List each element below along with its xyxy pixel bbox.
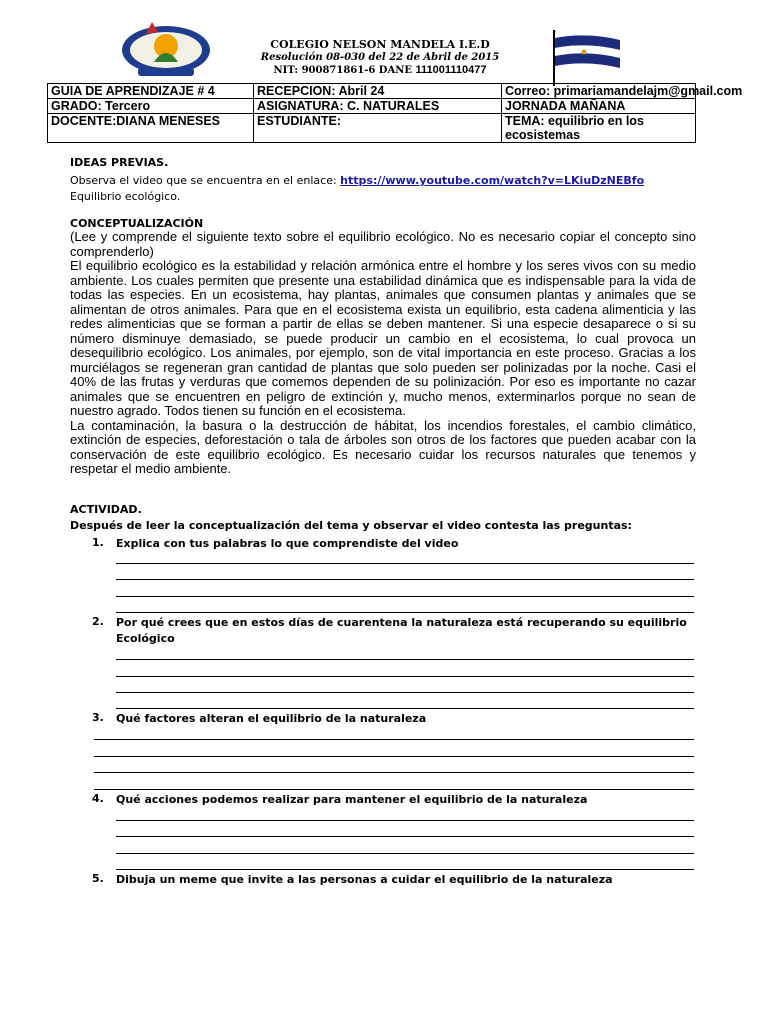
instruction-text: Observa el video que se encuentra en el enlace:: [70, 174, 341, 187]
question-number: 3.: [92, 711, 104, 724]
teacher: DOCENTE:DIANA MENESES: [48, 114, 254, 143]
question-text: Por qué crees que en estos días de cuarentena la naturaleza está recuperando su equilibrio Ecológico: [116, 616, 687, 645]
answer-line[interactable]: [94, 756, 694, 757]
info-row: [48, 114, 696, 143]
answer-line[interactable]: [94, 789, 694, 790]
answer-line[interactable]: [116, 869, 694, 870]
actividad-heading: ACTIVIDAD.: [70, 503, 142, 516]
answer-line[interactable]: [116, 692, 694, 693]
schedule: JORNADA MAÑANA: [502, 99, 696, 114]
question-text: Dibuja un meme que invite a las personas a cuidar el equilibrio de la naturaleza: [116, 873, 613, 886]
school-info: [250, 38, 510, 77]
answer-line[interactable]: [94, 739, 694, 740]
question-text: Qué acciones podemos realizar para mantener el equilibrio de la naturaleza: [116, 793, 588, 806]
student-field[interactable]: ESTUDIANTE:: [254, 114, 502, 143]
ideas-previas-instruction: [70, 174, 696, 187]
question-text: Qué factores alteran el equilibrio de la naturaleza: [116, 712, 427, 725]
answer-line[interactable]: [116, 708, 694, 709]
answer-line[interactable]: [116, 612, 694, 613]
question-item: [92, 711, 696, 727]
answer-line[interactable]: [116, 836, 694, 837]
video-link[interactable]: https://www.youtube.com/watch?v=LKiuDzNEBfo: [340, 174, 645, 187]
email: Correo: primariamandelajm@gmail.com: [502, 84, 696, 99]
answer-line[interactable]: [116, 820, 694, 821]
guide-content: [70, 150, 696, 477]
question-number: 2.: [92, 615, 104, 628]
info-table: [47, 83, 743, 143]
guide-number: GUIA DE APRENDIZAJE # 4: [48, 84, 254, 99]
flag-icon: [546, 28, 626, 86]
ideas-previas-heading: IDEAS PREVIAS.: [70, 156, 169, 169]
answer-line[interactable]: [116, 563, 694, 564]
actividad-instruction: Después de leer la conceptualización del tema y observar el video contesta las preguntas:: [70, 519, 632, 532]
school-name: COLEGIO NELSON MANDELA I.E.D: [270, 38, 490, 51]
conceptualizacion-heading: CONCEPTUALIZACIÓN: [70, 217, 204, 230]
document-header: [0, 0, 768, 84]
topic: TEMA: equilibrio en los ecosistemas: [502, 114, 696, 143]
question-item: [92, 792, 696, 808]
school-nit: [250, 64, 510, 77]
ideas-previas-topic: Equilibrio ecológico.: [70, 190, 181, 203]
question-item: [92, 536, 696, 552]
answer-line[interactable]: [116, 596, 694, 597]
conceptualizacion-paragraph: La contaminación, la basura o la destrucción de hábitat, los incendios forestales, el cambio climático, extinción de especies, deforestación o tala de árboles son otros de los factores que pueden acabar con la conservación de este equilibrio ecológico. Es necesario cuidar los recursos naturales que tenemos y respetar el medio ambiente.: [70, 417, 696, 476]
nit-text: NIT: 900871861-6 DANE: [273, 65, 412, 76]
question-item: [92, 872, 696, 888]
subject: ASIGNATURA: C. NATURALES: [254, 99, 502, 114]
info-row: [48, 84, 696, 99]
conceptualizacion-note: (Lee y comprende el siguiente texto sobre el equilibrio ecológico. No es necesario copiar el concepto sino comprenderlo): [70, 229, 696, 259]
grade: GRADO: Tercero: [48, 99, 254, 114]
school-resolution: Resolución 08-030 del 22 de Abril de 2015: [260, 52, 500, 63]
school-logo: [118, 14, 214, 80]
dane-code: 111001110477: [415, 64, 487, 76]
answer-line[interactable]: [116, 579, 694, 580]
question-text: Explica con tus palabras lo que comprendiste del video: [116, 537, 459, 550]
reception-date: RECEPCION: Abril 24: [254, 84, 502, 99]
question-number: 5.: [92, 872, 104, 885]
conceptualizacion-paragraph: El equilibrio ecológico es la estabilidad y relación armónica entre el hombre y los seres vivos con su medio ambiente. Los cuales permiten que presente una estabilidad dinámica que es indispensable para la vida de todas las especies. En un ecosistema, hay plantas, animales que consumen plantas y animales que se alimentan de otros animales. Para que en el ecosistema exista un equilibrio, esta cadena alimenticia y las redes alimenticias que se forman a partir de ellas se deben mantener. Si una especie desaparece o si su número disminuye demasiado, se puede producir un cambio en el ecosistema, lo cual provoca un desequilibrio ecológico. Los animales, por ejemplo, son de vital importancia en este proceso. Gracias a los murciélagos se regeneran gran cantidad de plantas que solo pueden ser polinizadas por la noche. Casi el 40% de las frutas y verduras que comemos dependen de su polinización. Por eso es importante no cazar animales que se encuentren en peligro de extinción y, mucho menos, exterminarlos porque no sean de nuestro agrado. Todos tienen su función en el ecosistema.: [70, 258, 696, 418]
answer-line[interactable]: [116, 853, 694, 854]
question-item: [92, 615, 696, 647]
answer-line[interactable]: [116, 659, 694, 660]
answer-line[interactable]: [94, 772, 694, 773]
question-number: 4.: [92, 792, 104, 805]
question-number: 1.: [92, 536, 104, 549]
answer-line[interactable]: [116, 676, 694, 677]
info-row: [48, 99, 696, 114]
